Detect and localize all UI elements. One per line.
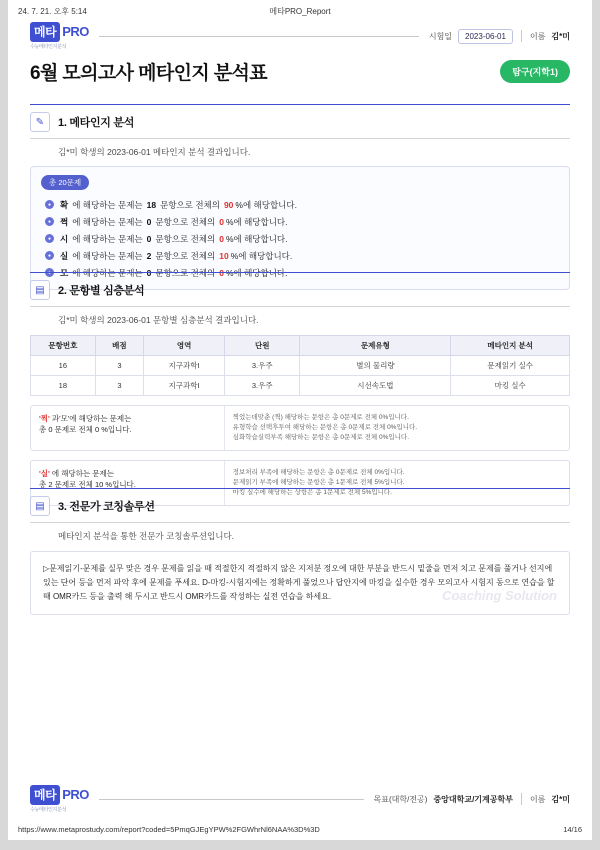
col-unit: 단원 [225, 336, 300, 356]
logo-subtitle: 수능메타인지분석 [30, 807, 67, 813]
cell-area: 지구과학I [144, 356, 225, 376]
col-question-no: 문항번호 [31, 336, 96, 356]
cell-unit: 3.우주 [225, 356, 300, 376]
logo-pro-text: PRO [62, 787, 89, 802]
header-divider [99, 36, 419, 37]
section-metacognition [30, 104, 570, 290]
analysis-text-c: %에 해당합니다. [225, 267, 288, 278]
coaching-solution-box [30, 551, 570, 615]
cell-question-no: 16 [31, 356, 96, 376]
note-right-jjik [225, 406, 569, 450]
bullet-icon: ● [45, 217, 54, 226]
analysis-count: 0 [146, 216, 152, 227]
table-row [31, 376, 570, 396]
col-score: 배점 [95, 336, 144, 356]
section3-title: 3. 전문가 코칭솔루션 [58, 501, 155, 513]
section1-header [30, 104, 570, 139]
analysis-row [41, 230, 559, 247]
analysis-row [41, 196, 559, 213]
print-doc-name: 메타PRO_Report [269, 6, 331, 16]
total-count-badge: 총 20문제 [41, 175, 89, 190]
analysis-key: 모 [60, 267, 69, 278]
meta-divider [521, 30, 522, 42]
note-detail-line: 심화학습실력부족 해당하는 문항은 총 0문제로 전체 0%입니다. [232, 434, 410, 442]
table-row [31, 356, 570, 376]
chart-icon: ▤ [30, 280, 50, 300]
cell-type: 시선속도법 [300, 376, 451, 396]
analysis-key: 확 [60, 199, 69, 210]
target-label: 목표(대학/전공) [373, 794, 428, 804]
footer-name-value: 김*미 [551, 794, 570, 804]
table-header-row [31, 336, 570, 356]
subject-badge: 탐구(지학1) [500, 60, 570, 83]
analysis-text-c: %에 해당합니다. [235, 199, 297, 210]
analysis-text-b: 문항으로 전체의 [160, 199, 220, 210]
analysis-text-b: 문항으로 전체의 [155, 267, 216, 278]
title-row [30, 58, 570, 85]
coaching-solution-text: ▷문제읽기-문제를 실무 맞은 경우 문제를 읽을 때 적절한지 적절하지 않은 지저분 정오에 대한 부분을 반드시 밑줄을 먼저 치고 문제를 풀거나 선지에 있는 단어 등을 먼저 파악 후에 문제를 푸세요. D-마킹-시험지에는 정확하게 풀었으나 답안지에 마킹을 실수한 경우 모의고사 시험지 동으로 연습을 할 때 OMR카드 등을 출력 해 두시고 반드시 OMR카드를 작성하는 실전 연습을 하세요. [43, 564, 555, 601]
analysis-key: 실 [60, 250, 69, 261]
bullet-icon: ● [45, 251, 54, 260]
note-left-jjik [31, 406, 225, 450]
watermark-text: Coaching Solution [442, 588, 557, 604]
student-name-value: 김*미 [551, 31, 570, 41]
question-table [30, 335, 570, 396]
note-line1: 과'모'에 해당하는 문제는 [51, 414, 132, 423]
analysis-count: 2 [146, 250, 152, 261]
analysis-pct: 10 [219, 250, 229, 261]
cell-meta: 마킹 실수 [451, 376, 570, 396]
note-prefix: '실' [39, 469, 50, 479]
analysis-row [41, 247, 559, 264]
note-detail-line: 문제읽기 부족에 해당하는 문항은 총 1문제로 전체 5%입니다. [232, 479, 405, 487]
section2-description: 김*미 학생의 2023-06-01 문항별 심층분석 결과입니다. [58, 315, 259, 325]
cell-unit: 3.우주 [225, 376, 300, 396]
cell-type: 별의 물리량 [300, 356, 451, 376]
analysis-count: 0 [146, 267, 152, 278]
analysis-text-a: 에 해당하는 문제는 [72, 199, 143, 210]
section-coaching-solution [30, 488, 570, 615]
footer-meta [374, 793, 570, 805]
note-detail-line: 마킹 실수에 해당하는 상항은 총 1문제로 전체 5%입니다. [232, 489, 392, 497]
analysis-key: 시 [60, 233, 69, 244]
meta-divider [521, 793, 522, 805]
bullet-icon: ● [45, 234, 54, 243]
section3-header [30, 488, 570, 523]
print-header [8, 0, 592, 22]
bullet-icon: ● [45, 200, 54, 209]
analysis-text-c: %에 해당합니다. [225, 216, 288, 227]
exam-date-label: 시험일 [428, 31, 453, 41]
document-header [30, 22, 570, 50]
analysis-text-a: 에 해당하는 문제는 [72, 216, 143, 227]
col-area: 영역 [144, 336, 225, 356]
note-box-jjik [30, 405, 570, 451]
analysis-text-b: 문항으로 전체의 [155, 216, 216, 227]
col-type: 문제유형 [300, 336, 451, 356]
cell-score: 3 [95, 356, 144, 376]
cell-meta: 문제읽기 실수 [451, 356, 570, 376]
bullet-icon: ● [45, 268, 54, 277]
analysis-count: 0 [146, 233, 152, 244]
logo-meta-text: 메타 [30, 785, 60, 805]
note-line2: 총 2 문제로 전체 10 %입니다. [39, 480, 136, 490]
cell-question-no: 18 [31, 376, 96, 396]
note-detail-line: 정보처리 부족에 해당하는 문항은 총 0문제로 전체 0%입니다. [232, 469, 405, 477]
cell-area: 지구과학I [144, 376, 225, 396]
brand-logo [30, 22, 89, 50]
target-value: 중앙대학교/기계공학부 [433, 794, 513, 804]
footer-divider [99, 799, 364, 800]
page-title: 6월 모의고사 메타인지 분석표 [30, 63, 268, 84]
note-line2: 총 0 문제로 전체 0 %입니다. [39, 425, 132, 435]
print-datetime: 24. 7. 21. 오후 5:14 [18, 6, 87, 16]
col-meta: 메타인지 분석 [451, 336, 570, 356]
note-icon: ✎ [30, 112, 50, 132]
report-page [8, 0, 592, 840]
analysis-text-a: 에 해당하는 문제는 [72, 250, 143, 261]
analysis-text-a: 에 해당하는 문제는 [72, 233, 143, 244]
analysis-text-b: 문항으로 전체의 [155, 233, 216, 244]
section2-title: 2. 문항별 심층분석 [58, 285, 145, 297]
chart-icon: ▤ [30, 496, 50, 516]
header-meta [429, 29, 570, 44]
analysis-pct: 90 [223, 199, 234, 210]
section1-description: 김*미 학생의 2023-06-01 메타인지 분석 결과입니다. [58, 147, 251, 157]
logo-subtitle: 수능메타인지분석 [30, 44, 67, 50]
footer-name-label: 이름 [529, 794, 546, 804]
analysis-pct: 0 [219, 233, 224, 244]
logo-meta-text: 메타 [30, 22, 60, 42]
cell-score: 3 [95, 376, 144, 396]
note-line1: 에 해당하는 문제는 [51, 469, 115, 479]
analysis-row [41, 213, 559, 230]
analysis-text-c: %에 해당합니다. [225, 233, 288, 244]
document-footer [30, 786, 570, 812]
analysis-key: 쩍 [60, 216, 69, 227]
brand-logo-footer [30, 785, 89, 813]
analysis-text-c: %에 해당합니다. [230, 250, 293, 261]
logo-pro-text: PRO [62, 24, 89, 39]
exam-date-value: 2023-06-01 [458, 29, 513, 44]
note-detail-line: 유형학습 선택후투여 해당하는 문항은 총 0문제로 전체 0%입니다. [232, 424, 418, 432]
section1-title: 1. 메타인지 분석 [58, 117, 135, 129]
note-prefix: '찍' [39, 414, 50, 423]
print-footer-page: 14/16 [563, 825, 582, 834]
note-detail-line: 찍었는데맞춘 (찍) 해당하는 문항은 총 0문제로 전체 0%입니다. [232, 414, 409, 421]
print-footer-url: https://www.metaprostudy.com/report?coded=5PmqGJEgYPW%2FGWhrNl6NAA%3D%3D [18, 825, 320, 834]
section-question-analysis [30, 272, 570, 506]
analysis-count: 18 [146, 199, 157, 210]
analysis-pct: 0 [219, 216, 224, 227]
analysis-text-b: 문항으로 전체의 [155, 250, 216, 261]
section3-description: 메타인지 분석을 통한 전문가 코칭솔루션입니다. [58, 531, 235, 541]
section2-header [30, 272, 570, 307]
student-name-label: 이름 [529, 31, 546, 41]
analysis-text-a: 에 해당하는 문제는 [72, 267, 143, 278]
analysis-pct: 0 [219, 267, 224, 278]
